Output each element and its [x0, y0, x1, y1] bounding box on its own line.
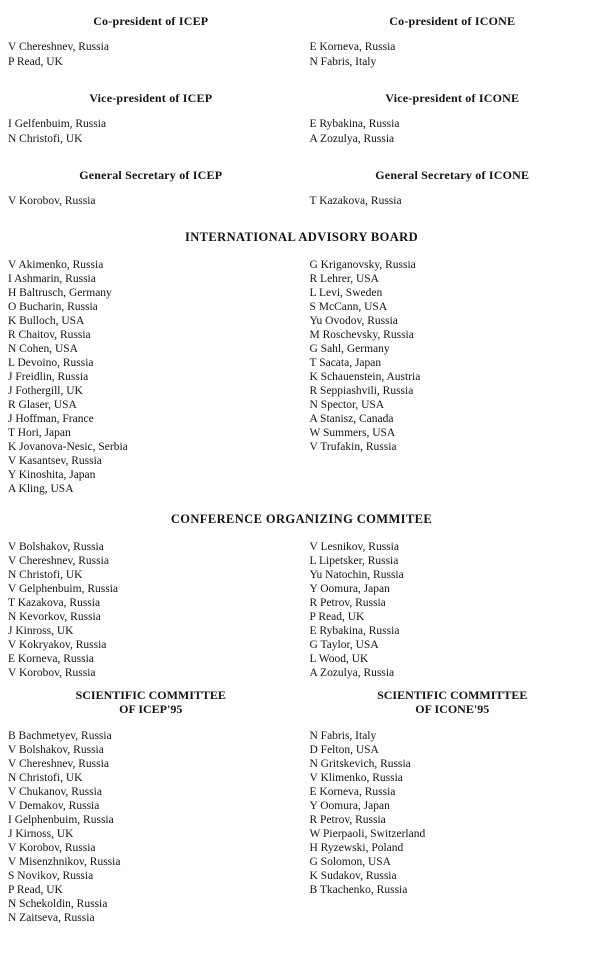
member-name: Y Oomura, Japan: [309, 800, 390, 812]
member-name: K Sudakov, Russia: [309, 870, 397, 882]
member-name: A Zozulya, Russia: [309, 667, 395, 679]
icone-scientific-title-line2: OF ICONE'95: [415, 702, 490, 716]
member-name: V Bolshakov, Russia: [8, 541, 104, 553]
icep-general-secretary-block: [0, 168, 302, 209]
member-name: J Kinross, UK: [8, 625, 74, 637]
member-name: G Taylor, USA: [309, 639, 379, 651]
member-name: N Zaitseva, Russia: [8, 912, 95, 924]
member-name: E Rybakina, Russia: [309, 625, 400, 637]
member-name: E Korneva, Russia: [8, 653, 94, 665]
member-name: V Kokryakov, Russia: [8, 639, 107, 651]
icep-vice-president-title: Vice-president of ICEP: [89, 91, 213, 105]
member-name: R Petrov, Russia: [309, 597, 386, 609]
icone-general-secretary-members: [302, 194, 603, 209]
member-name: R Seppiashvili, Russia: [309, 385, 414, 397]
member-name: Y Oomura, Japan: [309, 583, 390, 595]
member-name: N Fabris, Italy: [309, 730, 377, 742]
icep-co-president-block: [0, 14, 302, 70]
advisory-board-right-column: [302, 258, 603, 496]
organizing-committee-left-members: [0, 540, 302, 680]
member-name: Y Kinoshita, Japan: [8, 469, 96, 481]
icep-scientific-members: [0, 729, 302, 925]
icone-scientific-title-block: [302, 688, 603, 716]
member-name: Yu Ovodov, Russia: [309, 315, 398, 327]
member-name: O Bucharin, Russia: [8, 301, 98, 313]
co-president-row: [0, 14, 603, 70]
member-name: R Lehrer, USA: [309, 273, 379, 285]
member-name: W Summers, USA: [309, 427, 396, 439]
member-name: V Klimenko, Russia: [309, 772, 403, 784]
icep-general-secretary-title: General Secretary of ICEP: [79, 168, 223, 182]
member-name: A Zozulya, Russia: [309, 133, 395, 145]
member-name: Yu Natochin, Russia: [309, 569, 404, 581]
member-name: I Gelfenbuim, Russia: [8, 118, 107, 130]
member-name: N Cohen, USA: [8, 343, 78, 355]
icone-vice-president-block: [302, 91, 603, 147]
scientific-committee-lists: [0, 729, 603, 925]
member-name: T Sacata, Japan: [309, 357, 382, 369]
member-name: I Ashmarin, Russia: [8, 273, 96, 285]
member-name: V Akimenko, Russia: [8, 259, 104, 271]
icep-general-secretary-members: [0, 194, 302, 209]
member-name: S Novikov, Russia: [8, 870, 94, 882]
member-name: V Chereshnev, Russia: [8, 555, 109, 567]
member-name: R Petrov, Russia: [309, 814, 386, 826]
member-name: D Felton, USA: [309, 744, 379, 756]
organizing-committee-right-members: [302, 540, 603, 680]
member-name: L Wood, UK: [309, 653, 369, 665]
scientific-committee-titles: [0, 680, 603, 729]
advisory-board-title: INTERNATIONAL ADVISORY BOARD: [184, 230, 419, 244]
organizing-committee-title: CONFERENCE ORGANIZING COMMITEE: [170, 512, 433, 526]
member-name: E Korneva, Russia: [309, 41, 396, 53]
member-name: T Kazakova, Russia: [309, 195, 402, 207]
icep-vice-president-members: [0, 117, 302, 147]
member-name: N Spector, USA: [309, 399, 385, 411]
member-name: V Korobov, Russia: [8, 667, 96, 679]
icone-co-president-block: [302, 14, 603, 70]
organizing-committee-right-column: [302, 540, 603, 680]
member-name: H Ryzewski, Poland: [309, 842, 404, 854]
member-name: V Bolshakov, Russia: [8, 744, 104, 756]
icep-scientific-title-line1: SCIENTIFIC COMMITTEE: [75, 688, 226, 702]
icep-co-president-title: Co-president of ICEP: [93, 14, 209, 28]
member-name: V Chukanov, Russia: [8, 786, 102, 798]
icone-co-president-title: Co-president of ICONE: [389, 14, 516, 28]
member-name: N Fabris, Italy: [309, 56, 377, 68]
member-name: L Levi, Sweden: [309, 287, 383, 299]
member-name: V Demakov, Russia: [8, 800, 100, 812]
member-name: I Gelphenbuim, Russia: [8, 814, 114, 826]
member-name: A Kling, USA: [8, 483, 74, 495]
vice-president-row: [0, 91, 603, 147]
advisory-board-left-column: [0, 258, 302, 496]
icone-vice-president-members: [302, 117, 603, 147]
member-name: K Schauenstein, Austria: [309, 371, 421, 383]
member-name: A Stanisz, Canada: [309, 413, 394, 425]
icep-scientific-column: [0, 729, 302, 925]
member-name: E Rybakina, Russia: [309, 118, 400, 130]
member-name: R Chaitov, Russia: [8, 329, 91, 341]
member-name: S McCann, USA: [309, 301, 388, 313]
member-name: L Devoino, Russia: [8, 357, 94, 369]
icep-scientific-title-block: [0, 688, 302, 716]
member-name: J Hoffman, France: [8, 413, 94, 425]
member-name: P Read, UK: [8, 884, 63, 896]
advisory-board-lists: [0, 258, 603, 496]
member-name: T Kazakova, Russia: [8, 597, 101, 609]
icone-general-secretary-block: [302, 168, 603, 209]
member-name: W Pierpaoli, Switzerland: [309, 828, 426, 840]
member-name: J Fothergill, UK: [8, 385, 83, 397]
member-name: K Bulloch, USA: [8, 315, 85, 327]
member-name: V Gelphenbuim, Russia: [8, 583, 118, 595]
icone-scientific-column: [302, 729, 603, 925]
icep-scientific-title-line2: OF ICEP'95: [119, 702, 183, 716]
member-name: V Chereshnev, Russia: [8, 758, 109, 770]
icone-general-secretary-title: General Secretary of ICONE: [375, 168, 530, 182]
member-name: B Bachmetyev, Russia: [8, 730, 112, 742]
member-name: G Solomon, USA: [309, 856, 391, 868]
member-name: G Sahl, Germany: [309, 343, 390, 355]
icone-vice-president-title: Vice-president of ICONE: [385, 91, 520, 105]
member-name: V Misenzhnikov, Russia: [8, 856, 121, 868]
member-name: V Lesnikov, Russia: [309, 541, 399, 553]
member-name: V Korobov, Russia: [8, 842, 96, 854]
organizing-committee-lists: [0, 540, 603, 680]
icone-co-president-members: [302, 40, 603, 70]
member-name: P Read, UK: [309, 611, 365, 623]
organizing-committee-left-column: [0, 540, 302, 680]
member-name: G Kriganovsky, Russia: [309, 259, 416, 271]
member-name: V Kasantsev, Russia: [8, 455, 102, 467]
advisory-board-left-members: [0, 258, 302, 496]
member-name: N Christofi, UK: [8, 772, 83, 784]
member-name: N Christofi, UK: [8, 569, 83, 581]
member-name: V Trufakin, Russia: [309, 441, 397, 453]
member-name: N Gritskevich, Russia: [309, 758, 411, 770]
member-name: P Read, UK: [8, 56, 63, 68]
member-name: B Tkachenko, Russia: [309, 884, 408, 896]
member-name: E Korneva, Russia: [309, 786, 396, 798]
icep-vice-president-block: [0, 91, 302, 147]
icone-scientific-members: [302, 729, 603, 897]
icone-scientific-title-line1: SCIENTIFIC COMMITTEE: [377, 688, 528, 702]
member-name: N Kevorkov, Russia: [8, 611, 101, 623]
member-name: L Lipetsker, Russia: [309, 555, 399, 567]
member-name: K Jovanova-Nesic, Serbia: [8, 441, 128, 453]
member-name: H Baltrusch, Germany: [8, 287, 112, 299]
member-name: J Kirnoss, UK: [8, 828, 74, 840]
advisory-board-right-members: [302, 258, 603, 454]
member-name: T Hori, Japan: [8, 427, 71, 439]
member-name: M Roschevsky, Russia: [309, 329, 414, 341]
member-name: V Chereshnev, Russia: [8, 41, 109, 53]
member-name: J Freidlin, Russia: [8, 371, 89, 383]
member-name: R Glaser, USA: [8, 399, 77, 411]
general-secretary-row: [0, 168, 603, 209]
member-name: N Christofi, UK: [8, 133, 83, 145]
member-name: V Korobov, Russia: [8, 195, 96, 207]
icep-co-president-members: [0, 40, 302, 70]
member-name: N Schekoldin, Russia: [8, 898, 108, 910]
